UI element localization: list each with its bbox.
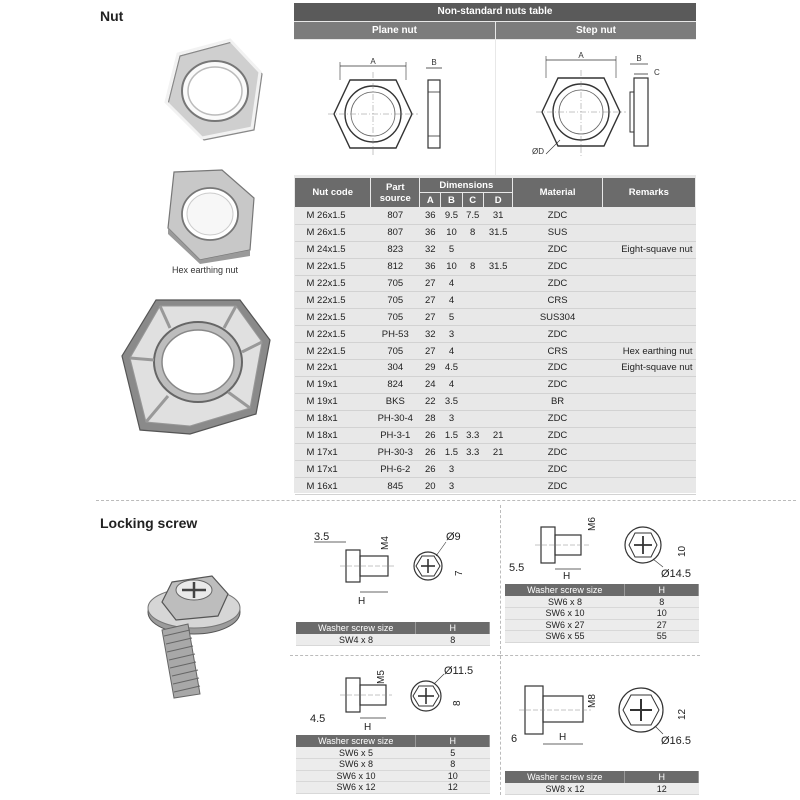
material-cell: CRS bbox=[513, 292, 602, 309]
washer-h-header: H bbox=[416, 622, 490, 634]
table-row bbox=[295, 241, 696, 258]
dim-c-cell bbox=[462, 309, 483, 326]
dim-c-cell bbox=[462, 478, 483, 495]
dim-dia: Ø11.5 bbox=[444, 665, 474, 677]
nut-code-cell: M 18x1 bbox=[295, 410, 371, 427]
washer-size-header: Washer screw size bbox=[505, 771, 625, 783]
nut-code-cell: M 22x1.5 bbox=[295, 343, 371, 360]
dim-b-cell: 3 bbox=[441, 461, 462, 478]
table-row bbox=[505, 619, 699, 631]
nut-table-title: Non-standard nuts table bbox=[294, 3, 696, 21]
remarks-cell bbox=[602, 444, 695, 461]
table-row bbox=[295, 292, 696, 309]
dim-c-cell: 7.5 bbox=[462, 208, 483, 225]
part-source-cell: BKS bbox=[371, 393, 420, 410]
hex-earthing-nut-caption: Hex earthing nut bbox=[172, 265, 239, 275]
nut-code-cell: M 22x1 bbox=[295, 360, 371, 377]
dim-b-cell: 4 bbox=[441, 292, 462, 309]
dim-b-cell: 10 bbox=[441, 258, 462, 275]
dim-c-cell bbox=[462, 241, 483, 258]
washer-h-cell: 55 bbox=[625, 631, 699, 643]
screw-drawing-m4 bbox=[300, 520, 490, 620]
table-row bbox=[295, 258, 696, 275]
washer-table-m5 bbox=[296, 735, 490, 794]
step-nut-drawing bbox=[496, 40, 696, 175]
washer-h-header: H bbox=[625, 584, 699, 596]
part-source-cell: PH-30-4 bbox=[371, 410, 420, 427]
part-source-cell: PH-53 bbox=[371, 326, 420, 343]
dim-b-cell: 5 bbox=[441, 309, 462, 326]
table-row bbox=[296, 770, 490, 782]
table-row bbox=[295, 393, 696, 410]
header-d: D bbox=[483, 193, 513, 208]
part-source-cell: 812 bbox=[371, 258, 420, 275]
part-source-cell: 705 bbox=[371, 275, 420, 292]
dim-a-cell: 29 bbox=[420, 360, 441, 377]
dim-c-cell: 8 bbox=[462, 258, 483, 275]
remarks-cell bbox=[602, 292, 695, 309]
screw-drawing-m8 bbox=[505, 668, 700, 768]
dim-c-cell: 3.3 bbox=[462, 427, 483, 444]
dim-d-cell: 21 bbox=[483, 444, 513, 461]
washer-table-m4 bbox=[296, 622, 490, 646]
plane-nut-heading: Plane nut bbox=[294, 22, 495, 39]
dim-left: 4.5 bbox=[310, 713, 326, 725]
nut-code-cell: M 26x1.5 bbox=[295, 224, 371, 241]
dim-side: 12 bbox=[677, 708, 688, 720]
hex-earthing-nut-image bbox=[160, 166, 260, 264]
part-source-cell: 823 bbox=[371, 241, 420, 258]
dim-a-cell: 27 bbox=[420, 343, 441, 360]
washer-h-cell: 12 bbox=[625, 783, 699, 795]
part-source-cell: 304 bbox=[371, 360, 420, 377]
dim-a-cell: 26 bbox=[420, 444, 441, 461]
dim-b-cell: 3 bbox=[441, 326, 462, 343]
dim-a-cell: 32 bbox=[420, 241, 441, 258]
washer-h-header: H bbox=[416, 735, 490, 747]
dim-left: 6 bbox=[511, 733, 518, 745]
washer-h-cell: 5 bbox=[416, 747, 490, 759]
material-cell: BR bbox=[513, 393, 602, 410]
nut-code-cell: M 17x1 bbox=[295, 461, 371, 478]
dim-dia: Ø16.5 bbox=[661, 735, 691, 747]
dim-a-cell: 27 bbox=[420, 309, 441, 326]
remarks-cell bbox=[602, 461, 695, 478]
remarks-cell: Eight-squave nut bbox=[602, 360, 695, 377]
washer-h-cell: 8 bbox=[625, 596, 699, 608]
plane-nut-image bbox=[158, 34, 268, 144]
dim-d-cell bbox=[483, 309, 513, 326]
dim-d-cell: 31 bbox=[483, 208, 513, 225]
step-nut-heading: Step nut bbox=[496, 22, 696, 39]
dim-b-cell: 1.5 bbox=[441, 444, 462, 461]
dim-a-cell: 32 bbox=[420, 326, 441, 343]
nut-code-cell: M 26x1.5 bbox=[295, 208, 371, 225]
table-row bbox=[295, 343, 696, 360]
washer-h-header: H bbox=[625, 771, 699, 783]
part-source-cell: 845 bbox=[371, 478, 420, 495]
washer-size-cell: SW6 x 27 bbox=[505, 619, 625, 631]
plane-dim-b: B bbox=[431, 58, 437, 67]
dim-b-cell: 1.5 bbox=[441, 427, 462, 444]
material-cell: ZDC bbox=[513, 427, 602, 444]
dim-c-cell bbox=[462, 376, 483, 393]
remarks-cell bbox=[602, 275, 695, 292]
dim-a-cell: 20 bbox=[420, 478, 441, 495]
table-row bbox=[295, 326, 696, 343]
panel-divider-horizontal bbox=[290, 655, 500, 656]
dim-h: H bbox=[364, 722, 372, 733]
remarks-cell bbox=[602, 393, 695, 410]
dim-b-cell: 10 bbox=[441, 224, 462, 241]
dim-thread: M6 bbox=[587, 517, 598, 531]
locking-screw-section-title: Locking screw bbox=[100, 515, 198, 531]
dim-d-cell: 31.5 bbox=[483, 258, 513, 275]
washer-h-cell: 8 bbox=[416, 634, 490, 646]
dim-left: 5.5 bbox=[509, 562, 525, 574]
washer-size-header: Washer screw size bbox=[505, 584, 625, 596]
dim-b-cell: 3.5 bbox=[441, 393, 462, 410]
dim-b-cell: 4 bbox=[441, 275, 462, 292]
step-dim-d: ØD bbox=[532, 147, 544, 156]
dim-d-cell bbox=[483, 241, 513, 258]
dim-c-cell bbox=[462, 410, 483, 427]
material-cell: ZDC bbox=[513, 444, 602, 461]
washer-table-m8 bbox=[505, 771, 699, 795]
washer-size-cell: SW6 x 8 bbox=[296, 759, 416, 771]
remarks-cell bbox=[602, 478, 695, 495]
nut-code-cell: M 22x1.5 bbox=[295, 292, 371, 309]
dim-side: 8 bbox=[452, 700, 463, 706]
dim-c-cell bbox=[462, 275, 483, 292]
locking-screw-image bbox=[142, 560, 262, 700]
dim-b-cell: 5 bbox=[441, 241, 462, 258]
dim-a-cell: 36 bbox=[420, 208, 441, 225]
material-cell: ZDC bbox=[513, 258, 602, 275]
washer-size-cell: SW6 x 10 bbox=[296, 770, 416, 782]
dim-c-cell bbox=[462, 393, 483, 410]
eight-square-nut-image bbox=[120, 296, 272, 436]
nut-section-title: Nut bbox=[100, 8, 124, 24]
dim-d-cell bbox=[483, 275, 513, 292]
part-source-cell: PH-30-3 bbox=[371, 444, 420, 461]
table-row bbox=[295, 427, 696, 444]
header-b: B bbox=[441, 193, 462, 208]
section-divider bbox=[96, 500, 796, 501]
washer-size-cell: SW6 x 8 bbox=[505, 596, 625, 608]
material-cell: CRS bbox=[513, 343, 602, 360]
table-row bbox=[296, 634, 490, 646]
plane-nut-drawing bbox=[294, 40, 495, 175]
remarks-cell: Eight-squave nut bbox=[602, 241, 695, 258]
material-cell: ZDC bbox=[513, 410, 602, 427]
dim-c-cell bbox=[462, 326, 483, 343]
washer-h-cell: 12 bbox=[416, 782, 490, 794]
material-cell: ZDC bbox=[513, 478, 602, 495]
dim-d-cell bbox=[483, 376, 513, 393]
step-dim-c: C bbox=[654, 68, 660, 77]
remarks-cell bbox=[602, 224, 695, 241]
dim-d-cell bbox=[483, 343, 513, 360]
washer-size-cell: SW6 x 10 bbox=[505, 608, 625, 620]
remarks-cell bbox=[602, 208, 695, 225]
table-row bbox=[295, 309, 696, 326]
dim-h: H bbox=[358, 596, 366, 607]
nut-code-cell: M 19x1 bbox=[295, 376, 371, 393]
nut-code-cell: M 19x1 bbox=[295, 393, 371, 410]
table-row bbox=[295, 376, 696, 393]
panel-divider-vertical bbox=[500, 505, 501, 795]
washer-h-cell: 8 bbox=[416, 759, 490, 771]
remarks-cell bbox=[602, 258, 695, 275]
dim-d-cell bbox=[483, 360, 513, 377]
remarks-cell bbox=[602, 326, 695, 343]
dim-c-cell: 8 bbox=[462, 224, 483, 241]
material-cell: ZDC bbox=[513, 275, 602, 292]
washer-size-header: Washer screw size bbox=[296, 735, 416, 747]
table-row bbox=[295, 275, 696, 292]
step-dim-a: A bbox=[578, 51, 584, 60]
table-row bbox=[296, 759, 490, 771]
screw-drawing-m6 bbox=[505, 505, 700, 585]
nut-code-cell: M 22x1.5 bbox=[295, 309, 371, 326]
dim-dia: Ø9 bbox=[446, 531, 461, 543]
dim-left: 3.5 bbox=[314, 531, 330, 543]
table-row bbox=[505, 783, 699, 795]
dim-b-cell: 3 bbox=[441, 410, 462, 427]
washer-h-cell: 10 bbox=[625, 608, 699, 620]
washer-size-cell: SW8 x 12 bbox=[505, 783, 625, 795]
dim-d-cell bbox=[483, 410, 513, 427]
dim-side: 10 bbox=[677, 545, 688, 557]
nut-code-cell: M 16x1 bbox=[295, 478, 371, 495]
nut-code-cell: M 17x1 bbox=[295, 444, 371, 461]
dim-b-cell: 4 bbox=[441, 343, 462, 360]
material-cell: ZDC bbox=[513, 326, 602, 343]
part-source-cell: 705 bbox=[371, 343, 420, 360]
plane-dim-a: A bbox=[370, 57, 376, 66]
remarks-cell bbox=[602, 376, 695, 393]
dim-thread: M4 bbox=[380, 536, 391, 550]
material-cell: SUS304 bbox=[513, 309, 602, 326]
nut-code-cell: M 22x1.5 bbox=[295, 326, 371, 343]
header-material: Material bbox=[513, 178, 602, 208]
table-row bbox=[295, 208, 696, 225]
material-cell: ZDC bbox=[513, 208, 602, 225]
nuts-table bbox=[294, 177, 696, 495]
dim-dia: Ø14.5 bbox=[661, 568, 691, 580]
nut-code-cell: M 18x1 bbox=[295, 427, 371, 444]
dim-h: H bbox=[559, 732, 567, 743]
dim-d-cell: 31.5 bbox=[483, 224, 513, 241]
nut-code-cell: M 22x1.5 bbox=[295, 258, 371, 275]
table-row bbox=[296, 747, 490, 759]
part-source-cell: PH-3-1 bbox=[371, 427, 420, 444]
table-row bbox=[295, 224, 696, 241]
dim-side: 7 bbox=[454, 570, 465, 576]
washer-size-cell: SW4 x 8 bbox=[296, 634, 416, 646]
dim-b-cell: 3 bbox=[441, 478, 462, 495]
dim-b-cell: 9.5 bbox=[441, 208, 462, 225]
table-row bbox=[295, 360, 696, 377]
remarks-cell bbox=[602, 309, 695, 326]
dim-a-cell: 22 bbox=[420, 393, 441, 410]
header-c: C bbox=[462, 193, 483, 208]
dim-c-cell bbox=[462, 343, 483, 360]
dim-d-cell: 21 bbox=[483, 427, 513, 444]
header-part-source: Part source bbox=[371, 178, 420, 208]
part-source-cell: 705 bbox=[371, 309, 420, 326]
dim-a-cell: 26 bbox=[420, 427, 441, 444]
washer-size-header: Washer screw size bbox=[296, 622, 416, 634]
nut-code-cell: M 24x1.5 bbox=[295, 241, 371, 258]
material-cell: ZDC bbox=[513, 241, 602, 258]
dim-c-cell bbox=[462, 292, 483, 309]
dim-d-cell bbox=[483, 326, 513, 343]
washer-size-cell: SW6 x 55 bbox=[505, 631, 625, 643]
dim-d-cell bbox=[483, 292, 513, 309]
table-row bbox=[505, 631, 699, 643]
header-dimensions: Dimensions bbox=[420, 178, 513, 193]
dim-a-cell: 26 bbox=[420, 461, 441, 478]
part-source-cell: 807 bbox=[371, 208, 420, 225]
table-row bbox=[295, 478, 696, 495]
dim-b-cell: 4 bbox=[441, 376, 462, 393]
dim-d-cell bbox=[483, 478, 513, 495]
remarks-cell bbox=[602, 427, 695, 444]
step-dim-b: B bbox=[636, 54, 642, 63]
table-row bbox=[295, 410, 696, 427]
part-source-cell: 824 bbox=[371, 376, 420, 393]
nut-table-panel bbox=[294, 3, 696, 493]
dim-b-cell: 4.5 bbox=[441, 360, 462, 377]
screw-drawing-m5 bbox=[300, 660, 495, 735]
table-row bbox=[505, 596, 699, 608]
dim-a-cell: 24 bbox=[420, 376, 441, 393]
table-row bbox=[505, 608, 699, 620]
dim-a-cell: 36 bbox=[420, 224, 441, 241]
material-cell: ZDC bbox=[513, 461, 602, 478]
dim-a-cell: 27 bbox=[420, 275, 441, 292]
washer-h-cell: 27 bbox=[625, 619, 699, 631]
dim-thread: M5 bbox=[376, 670, 387, 684]
washer-table-m6 bbox=[505, 584, 699, 643]
header-nut-code: Nut code bbox=[295, 178, 371, 208]
nut-code-cell: M 22x1.5 bbox=[295, 275, 371, 292]
dim-thread: M8 bbox=[587, 694, 598, 708]
part-source-cell: PH-6-2 bbox=[371, 461, 420, 478]
part-source-cell: 705 bbox=[371, 292, 420, 309]
header-remarks: Remarks bbox=[602, 178, 695, 208]
dim-c-cell bbox=[462, 360, 483, 377]
material-cell: ZDC bbox=[513, 376, 602, 393]
dim-h: H bbox=[563, 571, 571, 582]
material-cell: SUS bbox=[513, 224, 602, 241]
dim-d-cell bbox=[483, 393, 513, 410]
washer-h-cell: 10 bbox=[416, 770, 490, 782]
washer-size-cell: SW6 x 12 bbox=[296, 782, 416, 794]
dim-c-cell bbox=[462, 461, 483, 478]
table-row bbox=[295, 444, 696, 461]
washer-size-cell: SW6 x 5 bbox=[296, 747, 416, 759]
part-source-cell: 807 bbox=[371, 224, 420, 241]
dim-a-cell: 28 bbox=[420, 410, 441, 427]
dim-a-cell: 36 bbox=[420, 258, 441, 275]
table-row bbox=[296, 782, 490, 794]
dim-c-cell: 3.3 bbox=[462, 444, 483, 461]
material-cell: ZDC bbox=[513, 360, 602, 377]
dim-a-cell: 27 bbox=[420, 292, 441, 309]
dim-d-cell bbox=[483, 461, 513, 478]
table-row bbox=[295, 461, 696, 478]
remarks-cell: Hex earthing nut bbox=[602, 343, 695, 360]
header-a: A bbox=[420, 193, 441, 208]
remarks-cell bbox=[602, 410, 695, 427]
panel-divider-horizontal-right bbox=[500, 655, 700, 656]
